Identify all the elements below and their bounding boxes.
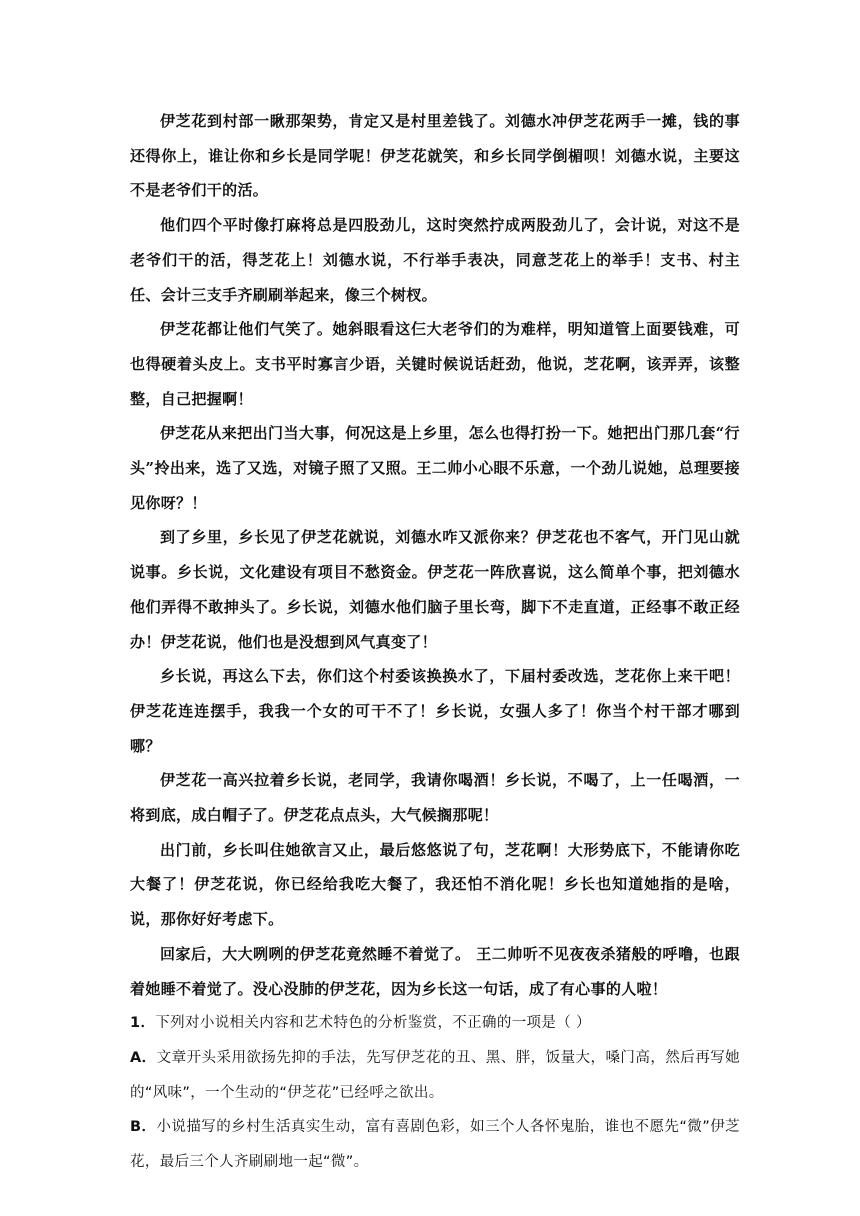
document-body — [130, 104, 740, 1180]
option-a — [130, 1041, 740, 1110]
story-paragraph-5: 到了乡里，乡长见了伊芝花就说，刘德水咋又派你来？伊芝花也不客气，开门见山就说事。乡长说，文化建设有项目不愁资金。伊芝花一阵欣喜说，这么简单个事，把刘德水他们弄得不敢抻头了。乡长说，刘德水他们脑子里长弯，脚下不走直道，正经事不敢正经办！伊芝花说，他们也是没想到风气真变了！ — [130, 528, 740, 651]
story-paragraph-1: 伊芝花到村部一瞅那架势，肯定又是村里差钱了。刘德水冲伊芝花两手一摊，钱的事还得你上，谁让你和乡长是同学呢！伊芝花就笑，和乡长同学倒楣呗！刘德水说，主要这不是老爷们干的活。 — [130, 112, 740, 200]
story-paragraph-4: 伊芝花从来把出门当大事，何况这是上乡里，怎么也得打扮一下。她把出门那几套“行头”拎出来，选了又选，对镜子照了又照。王二帅小心眼不乐意，一个劲儿说她，总理要接见你呀？！ — [130, 424, 740, 512]
option-b-text: 小说描写的乡村生活真实生动，富有喜剧色彩，如三个人各怀鬼胎，谁也不愿先“微”伊芝花，最后三个人齐刷刷地一起“微”。 — [130, 1119, 740, 1171]
question-number: 1． — [130, 1015, 156, 1032]
story-paragraph-9: 回家后，大大咧咧的伊芝花竟然睡不着觉了。 王二帅听不见夜夜杀猪般的呼噜，也跟着她睡不着觉了。没心没肺的伊芝花，因为乡长这一句话，成了有心事的人啦！ — [130, 944, 740, 998]
story-paragraph-3: 伊芝花都让他们气笑了。她斜眼看这仨大老爷们的为难样，明知道管上面要钱难，可也得硬着头皮上。支书平时寡言少语，关键时候说话赶劲，他说，芝花啊，该弄弄，该整整，自己把握啊！ — [130, 320, 740, 408]
option-b — [130, 1110, 740, 1179]
option-a-letter: A． — [130, 1049, 157, 1066]
question-text: 下列对小说相关内容和艺术特色的分析鉴赏，不正确的一项是（ ） — [155, 1015, 591, 1032]
story-paragraph-8: 出门前，乡长叫住她欲言又止，最后悠悠说了句，芝花啊！大形势底下，不能请你吃大餐了！伊芝花说，你已经给我吃大餐了，我还怕不消化呢！乡长也知道她指的是啥，说，那你好好考虑下。 — [130, 840, 740, 929]
question-1 — [130, 1006, 740, 1041]
option-b-letter: B． — [130, 1119, 157, 1136]
option-a-text: 文章开头采用欲扬先抑的手法，先写伊芝花的丑、黑、胖，饭量大，嗓门高，然后再写她的“风味”，一个生动的“伊芝花”已经呼之欲出。 — [130, 1049, 741, 1101]
story-paragraph-2: 他们四个平时像打麻将总是四股劲儿，这时突然拧成两股劲儿了，会计说，对这不是老爷们干的活，得芝花上！刘德水说，不行举手表决，同意芝花上的举手！支书、村主任、会计三支手齐刷刷举起来，像三个树杈。 — [130, 216, 740, 304]
story-paragraph-7: 伊芝花一高兴拉着乡长说，老同学，我请你喝酒！乡长说，不喝了，上一任喝酒，一将到底，成白帽子了。伊芝花点点头，大气候搁那呢！ — [130, 771, 740, 825]
story-paragraph-6: 乡长说，再这么下去，你们这个村委该换换水了，下届村委改选，芝花你上来干吧！伊芝花连连摆手，我我一个女的可干不了！乡长说，女强人多了！你当个村干部才哪到哪？ — [130, 667, 740, 755]
